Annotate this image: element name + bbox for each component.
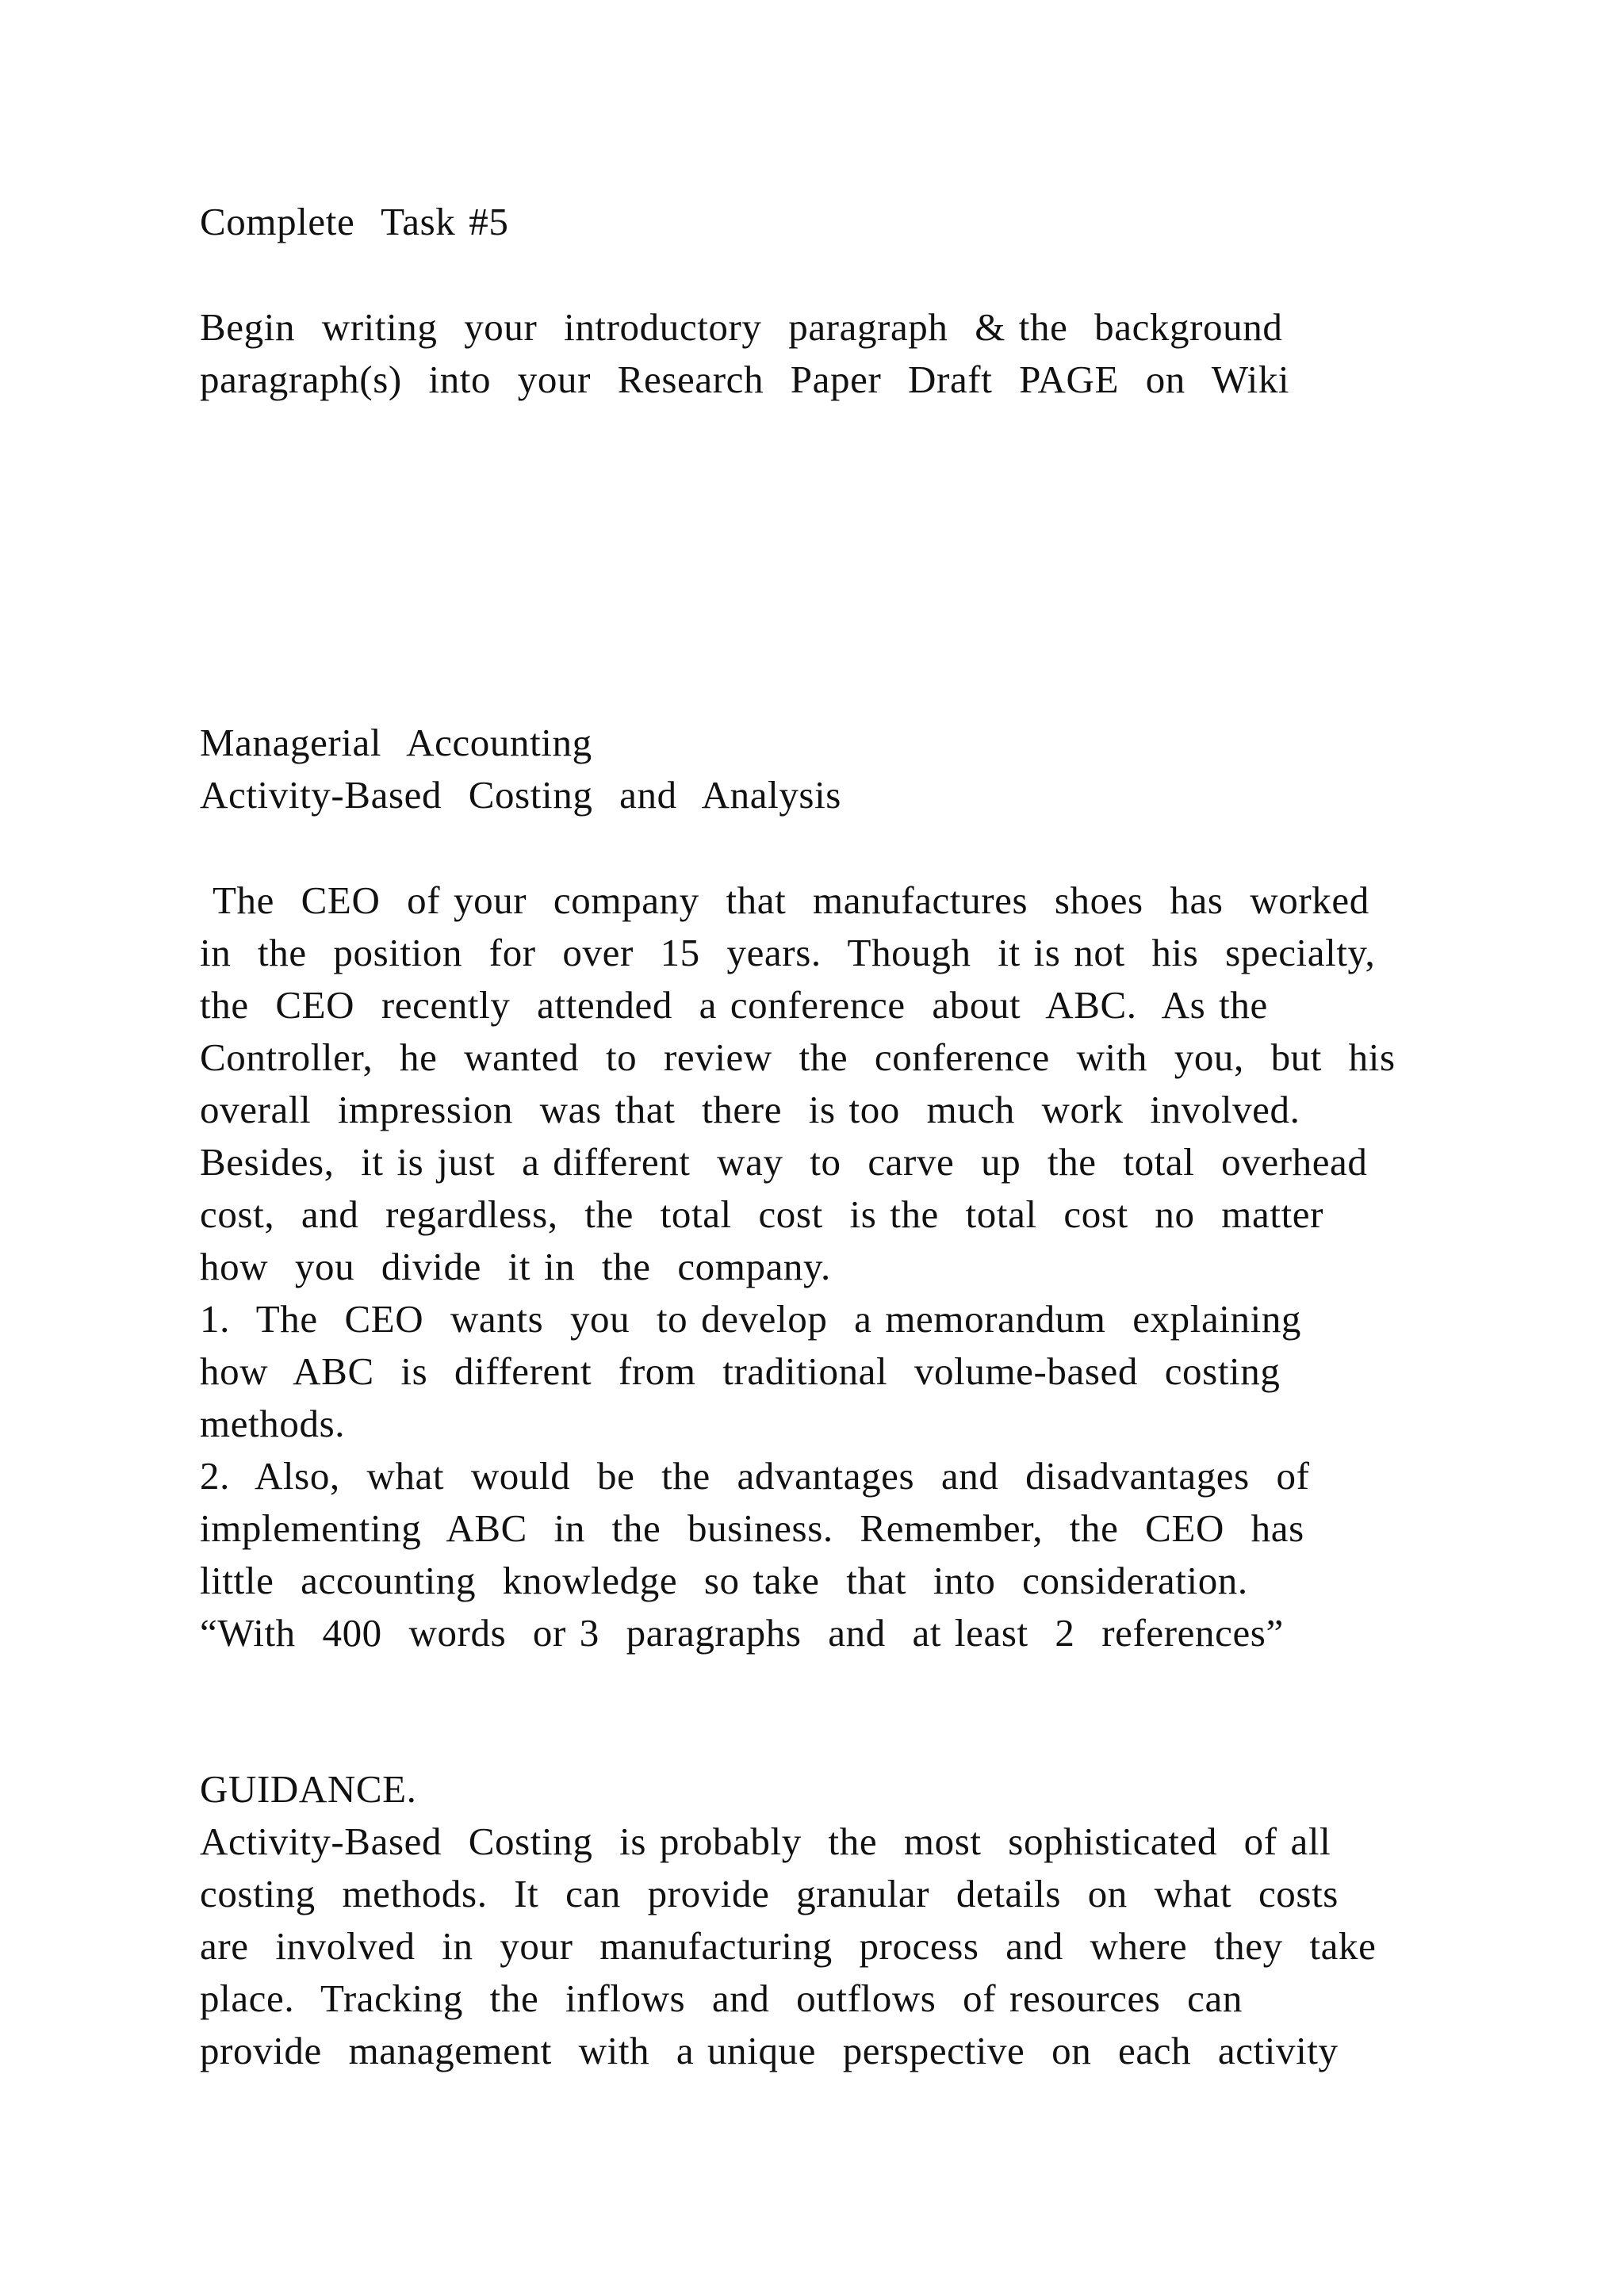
task-instruction-line-2: paragraph(s) into your Research Paper Draft PAGE on Wiki xyxy=(200,358,1290,401)
assignment-line-8: how you divide it in the company. xyxy=(200,1245,831,1288)
question-1-line-1: 1. The CEO wants you to develop a memorandum explaining xyxy=(200,1297,1302,1341)
guidance-line-1: Activity-Based Costing is probably the most sophisticated of all xyxy=(200,1820,1331,1863)
guidance-line-2: costing methods. It can provide granular details on what costs xyxy=(200,1872,1339,1915)
question-2-line-2: implementing ABC in the business. Remember, the CEO has xyxy=(200,1506,1304,1550)
task-title: Complete Task #5 xyxy=(200,200,509,243)
requirements-line: “With 400 words or 3 paragraphs and at least 2 references” xyxy=(200,1611,1284,1655)
assignment-line-3: the CEO recently attended a conference about ABC. As the xyxy=(200,983,1268,1027)
assignment-line-2: in the position for over 15 years. Though it is not his specialty, xyxy=(200,931,1376,974)
question-1-line-3: methods. xyxy=(200,1402,346,1445)
task-instruction-line-1: Begin writing your introductory paragraph & the background xyxy=(200,305,1283,349)
guidance-line-4: place. Tracking the inflows and outflows of resources can xyxy=(200,1976,1243,2020)
assignment-line-4: Controller, he wanted to review the conference with you, but his xyxy=(200,1035,1396,1079)
topic-title: Activity-Based Costing and Analysis xyxy=(200,773,841,817)
guidance-heading: GUIDANCE. xyxy=(200,1767,417,1811)
course-title: Managerial Accounting xyxy=(200,721,592,764)
assignment-line-1: The CEO of your company that manufactures shoes has worked xyxy=(200,878,1369,922)
guidance-line-5: provide management with a unique perspective on each activity xyxy=(200,2029,1339,2072)
assignment-line-5: overall impression was that there is too much work involved. xyxy=(200,1088,1300,1131)
question-2-line-3: little accounting knowledge so take that into consideration. xyxy=(200,1559,1248,1602)
assignment-line-7: cost, and regardless, the total cost is the total cost no matter xyxy=(200,1192,1324,1236)
guidance-line-3: are involved in your manufacturing process and where they take xyxy=(200,1924,1377,1968)
question-2-line-1: 2. Also, what would be the advantages and disadvantages of xyxy=(200,1454,1310,1498)
assignment-line-6: Besides, it is just a different way to carve up the total overhead xyxy=(200,1140,1368,1184)
question-1-line-2: how ABC is different from traditional volume-based costing xyxy=(200,1349,1281,1393)
